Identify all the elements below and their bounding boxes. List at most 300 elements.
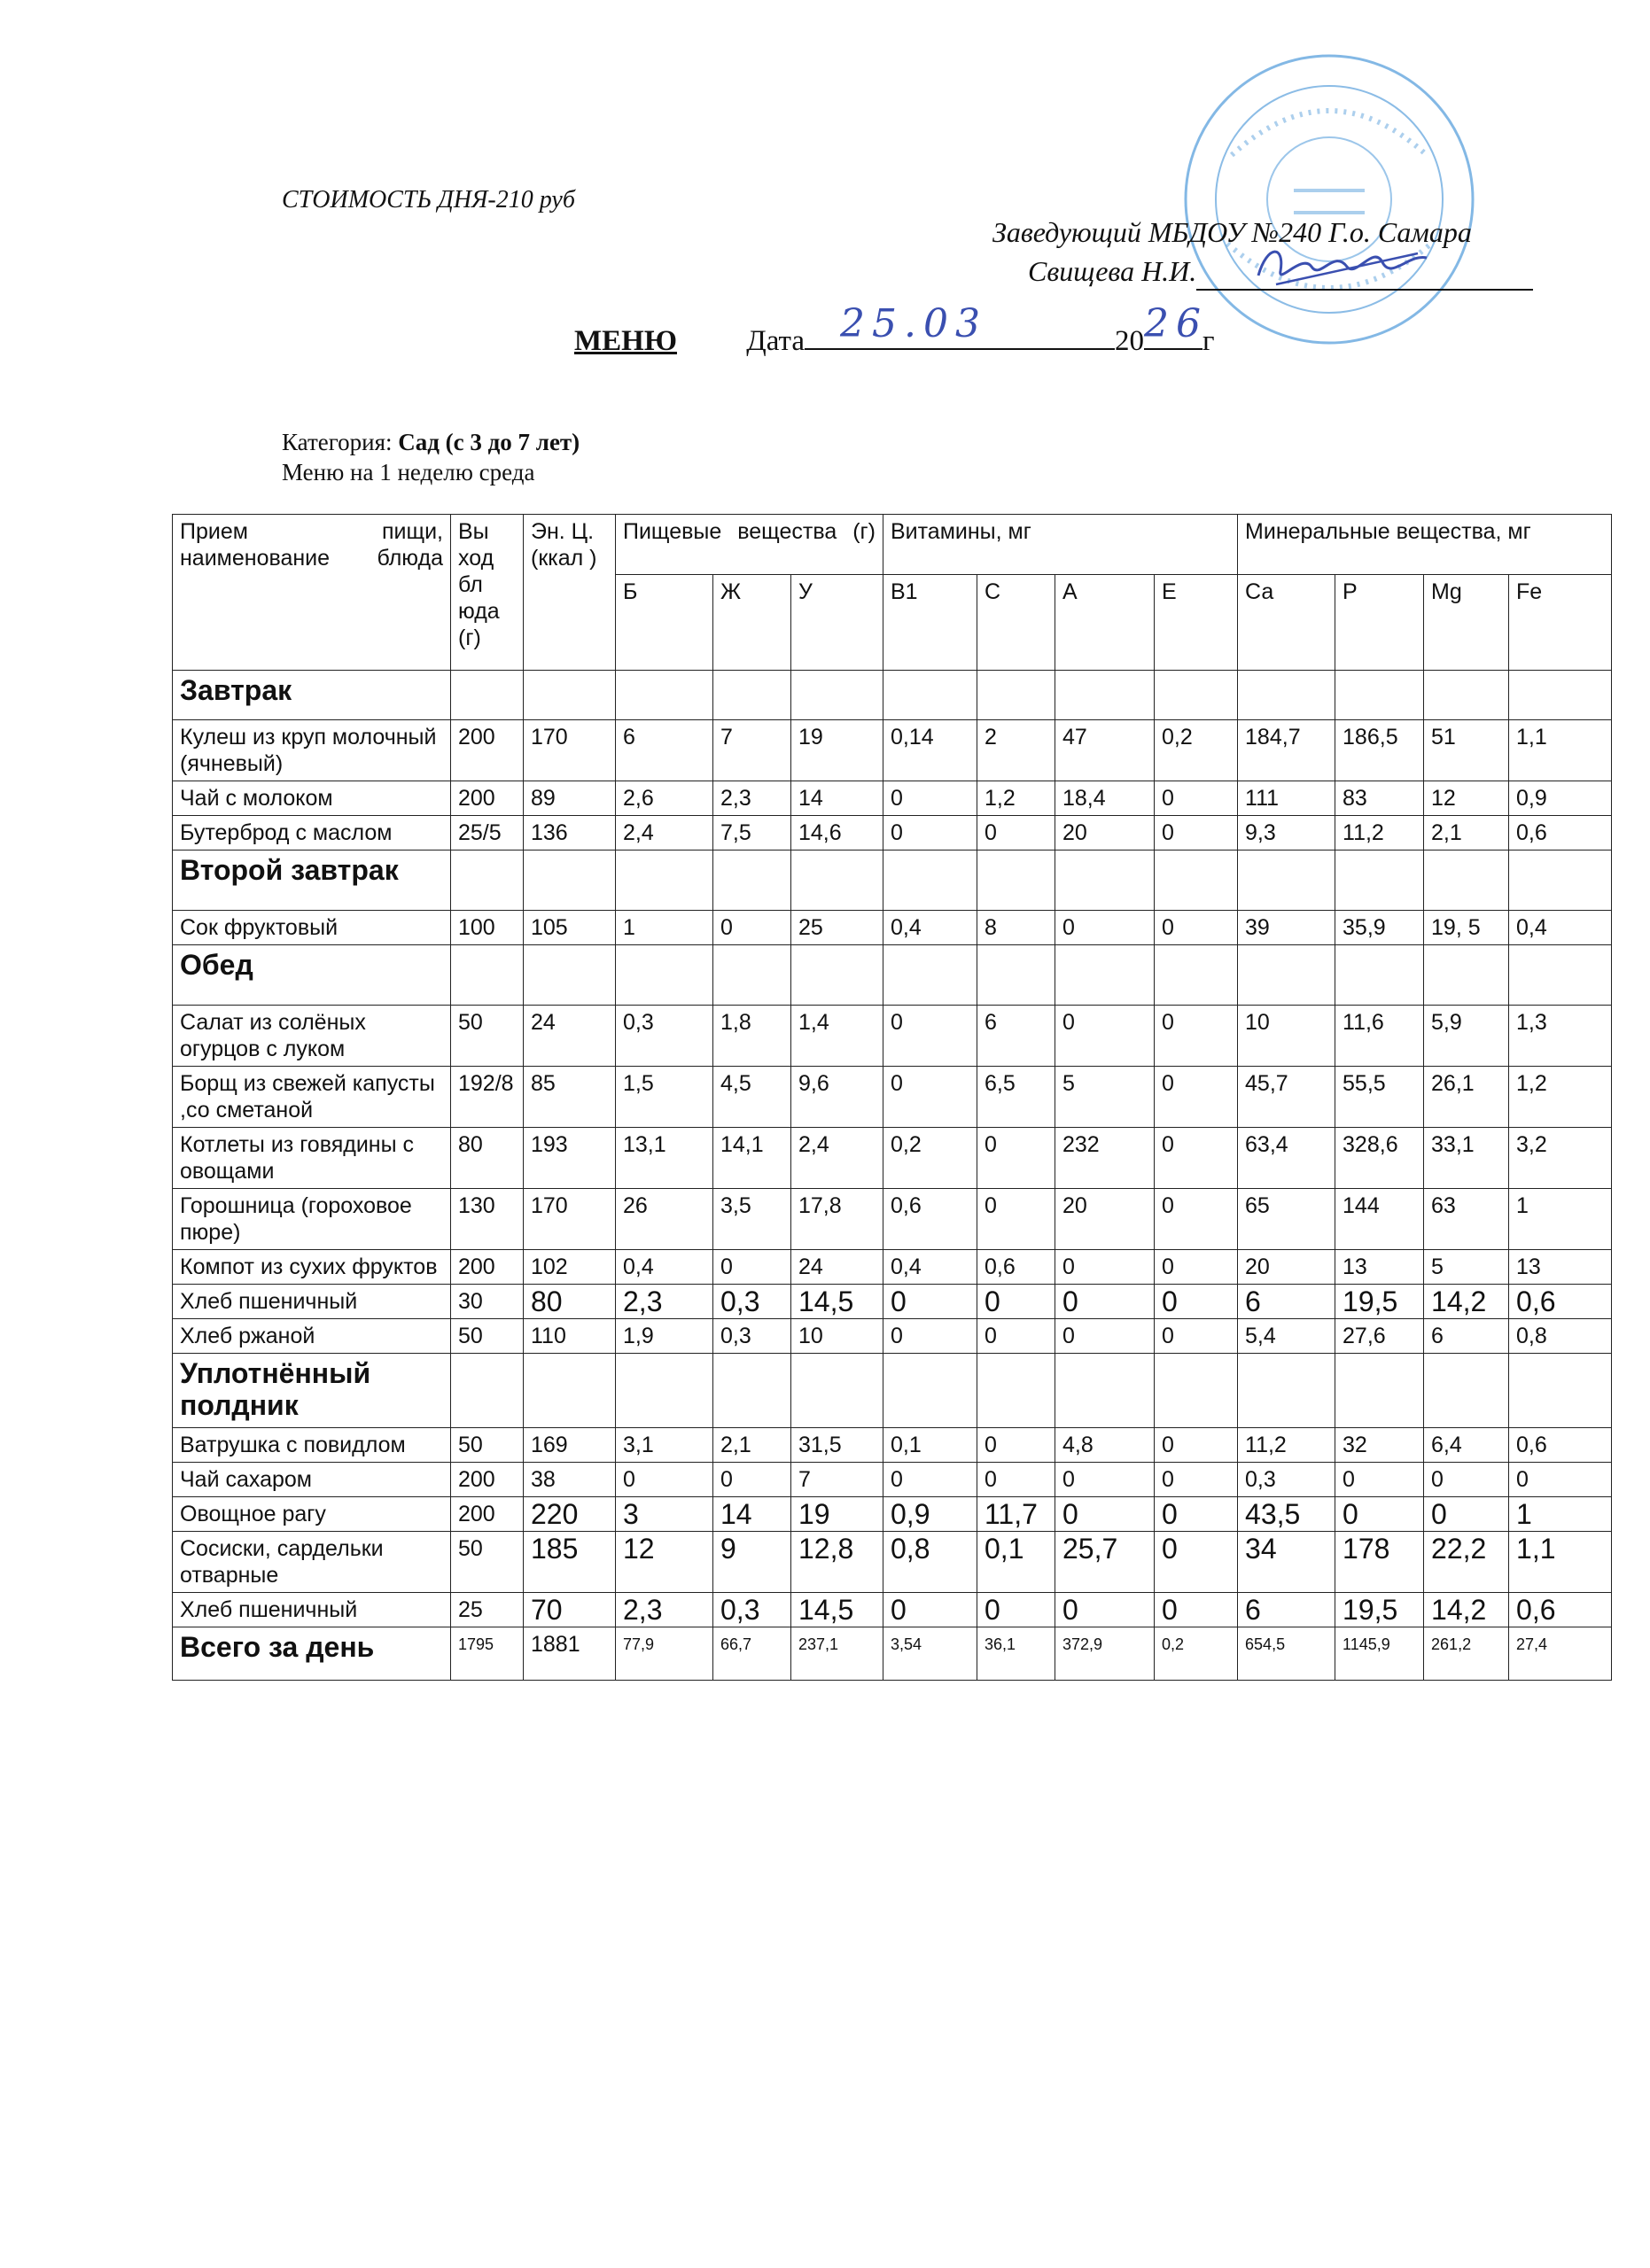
value-cell: 26,1 <box>1424 1067 1509 1128</box>
value-cell: 0 <box>1424 1497 1509 1532</box>
value-cell: 0 <box>1055 1593 1155 1627</box>
value-cell: 0 <box>1424 1463 1509 1497</box>
dish-name: Бутерброд с маслом <box>173 816 451 850</box>
value-cell: 11,2 <box>1335 816 1424 850</box>
dish-name: Сосиски, сардельки отварные <box>173 1532 451 1593</box>
value-cell: 0 <box>1155 1067 1238 1128</box>
dish-row <box>173 1497 1612 1532</box>
value-cell: 25/5 <box>451 816 524 850</box>
empty-cell <box>1509 1354 1612 1428</box>
total-value: 372,9 <box>1055 1627 1155 1681</box>
value-cell: 0,4 <box>883 1250 977 1285</box>
value-cell: 0 <box>1509 1463 1612 1497</box>
week-line: Меню на 1 неделю среда <box>282 459 535 485</box>
total-value: 36,1 <box>977 1627 1055 1681</box>
section-header-row <box>173 671 1612 720</box>
value-cell: 0 <box>1155 1285 1238 1319</box>
value-cell: 5,9 <box>1424 1006 1509 1067</box>
value-cell: 0,1 <box>977 1532 1055 1593</box>
sub-header-b: Б <box>616 575 713 671</box>
value-cell: 2,1 <box>1424 816 1509 850</box>
empty-cell <box>616 1354 713 1428</box>
dish-row <box>173 1319 1612 1354</box>
value-cell: 0 <box>977 1593 1055 1627</box>
value-cell: 14,2 <box>1424 1285 1509 1319</box>
value-cell: 47 <box>1055 720 1155 781</box>
value-cell: 6,5 <box>977 1067 1055 1128</box>
col-yield-header: Вы ход бл юда (г) <box>451 515 524 671</box>
value-cell: 39 <box>1238 911 1335 945</box>
value-cell: 14,5 <box>791 1593 883 1627</box>
value-cell: 38 <box>524 1463 616 1497</box>
value-cell: 9,6 <box>791 1067 883 1128</box>
value-cell: 110 <box>524 1319 616 1354</box>
value-cell: 14,5 <box>791 1285 883 1319</box>
value-cell: 2,3 <box>713 781 791 816</box>
value-cell: 130 <box>451 1189 524 1250</box>
year-prefix: 20 <box>1115 325 1145 357</box>
value-cell: 0 <box>1155 1319 1238 1354</box>
value-cell: 6 <box>616 720 713 781</box>
value-cell: 0,9 <box>883 1497 977 1532</box>
value-cell: 328,6 <box>1335 1128 1424 1189</box>
dish-row <box>173 1285 1612 1319</box>
value-cell: 1 <box>1509 1497 1612 1532</box>
value-cell: 63 <box>1424 1189 1509 1250</box>
empty-cell <box>1238 671 1335 720</box>
value-cell: 7,5 <box>713 816 791 850</box>
value-cell: 14,1 <box>713 1128 791 1189</box>
value-cell: 0 <box>883 1006 977 1067</box>
section-title: Обед <box>173 945 451 1006</box>
signature-mark <box>1249 236 1444 298</box>
empty-cell <box>883 945 977 1006</box>
value-cell: 200 <box>451 1463 524 1497</box>
value-cell: 220 <box>524 1497 616 1532</box>
value-cell: 1,8 <box>713 1006 791 1067</box>
value-cell: 3 <box>616 1497 713 1532</box>
value-cell: 14,6 <box>791 816 883 850</box>
date-handwritten: 25.03 <box>840 301 987 346</box>
value-cell: 200 <box>451 781 524 816</box>
value-cell: 11,7 <box>977 1497 1055 1532</box>
empty-cell <box>1155 671 1238 720</box>
empty-cell <box>1238 850 1335 911</box>
year-handwritten: 26 <box>1144 301 1209 346</box>
approver-title: Заведующий МБДОУ №240 Г.о. Самара <box>992 216 1472 248</box>
empty-cell <box>616 671 713 720</box>
value-cell: 25 <box>791 911 883 945</box>
dish-row <box>173 1593 1612 1627</box>
empty-cell <box>1424 671 1509 720</box>
value-cell: 0,4 <box>616 1250 713 1285</box>
value-cell: 13 <box>1335 1250 1424 1285</box>
value-cell: 19,5 <box>1335 1285 1424 1319</box>
dish-name: Хлеб пшеничный <box>173 1285 451 1319</box>
value-cell: 19 <box>791 1497 883 1532</box>
value-cell: 186,5 <box>1335 720 1424 781</box>
value-cell: 50 <box>451 1319 524 1354</box>
empty-cell <box>451 945 524 1006</box>
total-value: 237,1 <box>791 1627 883 1681</box>
value-cell: 170 <box>524 1189 616 1250</box>
value-cell: 178 <box>1335 1532 1424 1593</box>
value-cell: 0,3 <box>1238 1463 1335 1497</box>
value-cell: 31,5 <box>791 1428 883 1463</box>
value-cell: 3,1 <box>616 1428 713 1463</box>
dish-row <box>173 1189 1612 1250</box>
value-cell: 33,1 <box>1424 1128 1509 1189</box>
value-cell: 111 <box>1238 781 1335 816</box>
section-header-row <box>173 945 1612 1006</box>
sub-header-u: У <box>791 575 883 671</box>
value-cell: 0 <box>1155 1428 1238 1463</box>
date-field <box>805 301 1115 350</box>
value-cell: 2,6 <box>616 781 713 816</box>
year-field <box>1144 301 1209 350</box>
value-cell: 20 <box>1238 1250 1335 1285</box>
value-cell: 136 <box>524 816 616 850</box>
value-cell: 0 <box>1155 1532 1238 1593</box>
empty-cell <box>791 1354 883 1428</box>
value-cell: 12 <box>616 1532 713 1593</box>
dish-name: Компот из сухих фруктов <box>173 1250 451 1285</box>
value-cell: 6 <box>1238 1285 1335 1319</box>
total-value: 1145,9 <box>1335 1627 1424 1681</box>
empty-cell <box>977 945 1055 1006</box>
day-cost: СТОИМОСТЬ ДНЯ-210 руб <box>282 186 575 214</box>
value-cell: 4,8 <box>1055 1428 1155 1463</box>
empty-cell <box>1424 850 1509 911</box>
col-dish-header: Прием пищи, наименование блюда <box>173 515 451 671</box>
total-value: 261,2 <box>1424 1627 1509 1681</box>
value-cell: 65 <box>1238 1189 1335 1250</box>
value-cell: 3,2 <box>1509 1128 1612 1189</box>
sub-header-fe: Fe <box>1509 575 1612 671</box>
empty-cell <box>1055 945 1155 1006</box>
value-cell: 0,6 <box>1509 1428 1612 1463</box>
value-cell: 0,6 <box>883 1189 977 1250</box>
col-energy-header: Эн. Ц. (ккал ) <box>524 515 616 671</box>
value-cell: 192/8 <box>451 1067 524 1128</box>
value-cell: 0 <box>1335 1463 1424 1497</box>
value-cell: 26 <box>616 1189 713 1250</box>
value-cell: 0 <box>883 1593 977 1627</box>
value-cell: 4,5 <box>713 1067 791 1128</box>
empty-cell <box>1055 850 1155 911</box>
value-cell: 0 <box>977 1319 1055 1354</box>
value-cell: 1 <box>616 911 713 945</box>
value-cell: 22,2 <box>1424 1532 1509 1593</box>
value-cell: 0 <box>1055 1463 1155 1497</box>
value-cell: 1,9 <box>616 1319 713 1354</box>
value-cell: 1 <box>1509 1189 1612 1250</box>
empty-cell <box>616 850 713 911</box>
value-cell: 0 <box>977 1428 1055 1463</box>
value-cell: 0 <box>616 1463 713 1497</box>
value-cell: 105 <box>524 911 616 945</box>
value-cell: 6 <box>1424 1319 1509 1354</box>
value-cell: 0 <box>1155 1250 1238 1285</box>
sub-header-a: А <box>1055 575 1155 671</box>
empty-cell <box>1335 850 1424 911</box>
value-cell: 83 <box>1335 781 1424 816</box>
empty-cell <box>616 945 713 1006</box>
dish-name: Борщ из свежей капусты ,со сметаной <box>173 1067 451 1128</box>
value-cell: 35,9 <box>1335 911 1424 945</box>
value-cell: 63,4 <box>1238 1128 1335 1189</box>
value-cell: 170 <box>524 720 616 781</box>
value-cell: 0 <box>1055 1319 1155 1354</box>
empty-cell <box>524 945 616 1006</box>
value-cell: 2,3 <box>616 1593 713 1627</box>
value-cell: 32 <box>1335 1428 1424 1463</box>
value-cell: 30 <box>451 1285 524 1319</box>
menu-title: МЕНЮ <box>574 325 677 357</box>
approval-block <box>930 213 1533 291</box>
value-cell: 2,4 <box>791 1128 883 1189</box>
dish-row <box>173 1532 1612 1593</box>
empty-cell <box>524 850 616 911</box>
value-cell: 2,1 <box>713 1428 791 1463</box>
date-label: Дата <box>746 325 806 357</box>
empty-cell <box>1424 1354 1509 1428</box>
value-cell: 2,3 <box>616 1285 713 1319</box>
value-cell: 0 <box>1055 1250 1155 1285</box>
sub-header-b1: B1 <box>883 575 977 671</box>
empty-cell <box>1155 850 1238 911</box>
empty-cell <box>883 850 977 911</box>
empty-cell <box>791 850 883 911</box>
value-cell: 80 <box>524 1285 616 1319</box>
empty-cell <box>1055 671 1155 720</box>
value-cell: 50 <box>451 1532 524 1593</box>
approver-name: Свищева Н.И. <box>1028 255 1197 287</box>
section-title: Уплотнённый полдник <box>173 1354 451 1428</box>
value-cell: 13 <box>1509 1250 1612 1285</box>
dish-row <box>173 911 1612 945</box>
value-cell: 0 <box>883 1285 977 1319</box>
value-cell: 0 <box>1155 781 1238 816</box>
value-cell: 3,5 <box>713 1189 791 1250</box>
value-cell: 1,3 <box>1509 1006 1612 1067</box>
value-cell: 7 <box>791 1463 883 1497</box>
dish-row <box>173 781 1612 816</box>
value-cell: 20 <box>1055 816 1155 850</box>
value-cell: 0,6 <box>977 1250 1055 1285</box>
value-cell: 24 <box>791 1250 883 1285</box>
value-cell: 0 <box>1155 1128 1238 1189</box>
empty-cell <box>524 671 616 720</box>
total-value: 27,4 <box>1509 1627 1612 1681</box>
value-cell: 2 <box>977 720 1055 781</box>
empty-cell <box>977 671 1055 720</box>
value-cell: 50 <box>451 1428 524 1463</box>
total-value: 66,7 <box>713 1627 791 1681</box>
dish-row <box>173 1463 1612 1497</box>
value-cell: 70 <box>524 1593 616 1627</box>
value-cell: 0 <box>713 1250 791 1285</box>
value-cell: 45,7 <box>1238 1067 1335 1128</box>
empty-cell <box>1509 850 1612 911</box>
empty-cell <box>791 671 883 720</box>
total-value: 77,9 <box>616 1627 713 1681</box>
empty-cell <box>1424 945 1509 1006</box>
value-cell: 0,6 <box>1509 1593 1612 1627</box>
value-cell: 0 <box>1155 1463 1238 1497</box>
total-value: 1881 <box>524 1627 616 1681</box>
value-cell: 0 <box>713 911 791 945</box>
value-cell: 10 <box>1238 1006 1335 1067</box>
value-cell: 0,3 <box>616 1006 713 1067</box>
sub-header-mg: Mg <box>1424 575 1509 671</box>
value-cell: 0 <box>1155 911 1238 945</box>
sub-header-e: Е <box>1155 575 1238 671</box>
value-cell: 0 <box>1055 1497 1155 1532</box>
empty-cell <box>1155 1354 1238 1428</box>
value-cell: 200 <box>451 1250 524 1285</box>
value-cell: 6 <box>977 1006 1055 1067</box>
empty-cell <box>713 945 791 1006</box>
value-cell: 193 <box>524 1128 616 1189</box>
empty-cell <box>1509 671 1612 720</box>
value-cell: 169 <box>524 1428 616 1463</box>
empty-cell <box>451 1354 524 1428</box>
category-label: Категория: <box>282 429 393 455</box>
dish-row <box>173 1250 1612 1285</box>
value-cell: 19 <box>791 720 883 781</box>
value-cell: 0,9 <box>1509 781 1612 816</box>
value-cell: 0 <box>1155 1497 1238 1532</box>
value-cell: 20 <box>1055 1189 1155 1250</box>
value-cell: 14 <box>791 781 883 816</box>
empty-cell <box>1335 945 1424 1006</box>
value-cell: 0,6 <box>1509 1285 1612 1319</box>
approver-name-line <box>1028 252 1533 291</box>
empty-cell <box>977 1354 1055 1428</box>
total-row <box>173 1627 1612 1681</box>
dish-name: Чай с молоком <box>173 781 451 816</box>
value-cell: 0 <box>883 1319 977 1354</box>
value-cell: 0,2 <box>883 1128 977 1189</box>
col-vitamins-header: Витамины, мг <box>883 515 1238 575</box>
dish-name: Хлеб ржаной <box>173 1319 451 1354</box>
dish-row <box>173 816 1612 850</box>
value-cell: 6 <box>1238 1593 1335 1627</box>
value-cell: 9 <box>713 1532 791 1593</box>
value-cell: 0,4 <box>1509 911 1612 945</box>
value-cell: 0 <box>977 1189 1055 1250</box>
sub-header-p: Р <box>1335 575 1424 671</box>
value-cell: 85 <box>524 1067 616 1128</box>
value-cell: 43,5 <box>1238 1497 1335 1532</box>
menu-date-line <box>574 301 1215 358</box>
value-cell: 34 <box>1238 1532 1335 1593</box>
empty-cell <box>791 945 883 1006</box>
value-cell: 11,2 <box>1238 1428 1335 1463</box>
value-cell: 9,3 <box>1238 816 1335 850</box>
empty-cell <box>1335 671 1424 720</box>
value-cell: 0,8 <box>1509 1319 1612 1354</box>
category-value: Сад (с 3 до 7 лет) <box>398 429 580 455</box>
empty-cell <box>713 850 791 911</box>
value-cell: 8 <box>977 911 1055 945</box>
empty-cell <box>883 1354 977 1428</box>
empty-cell <box>1509 945 1612 1006</box>
value-cell: 0 <box>1155 1006 1238 1067</box>
empty-cell <box>524 1354 616 1428</box>
value-cell: 102 <box>524 1250 616 1285</box>
value-cell: 0 <box>1155 816 1238 850</box>
value-cell: 0 <box>1055 1006 1155 1067</box>
value-cell: 0,2 <box>1155 720 1238 781</box>
section-title: Второй завтрак <box>173 850 451 911</box>
value-cell: 232 <box>1055 1128 1155 1189</box>
value-cell: 0 <box>977 1128 1055 1189</box>
value-cell: 80 <box>451 1128 524 1189</box>
value-cell: 0 <box>1155 1189 1238 1250</box>
value-cell: 184,7 <box>1238 720 1335 781</box>
dish-row <box>173 1006 1612 1067</box>
menu-table <box>172 514 1612 1681</box>
year-suffix: г <box>1202 325 1215 357</box>
empty-cell <box>451 671 524 720</box>
value-cell: 2,4 <box>616 816 713 850</box>
value-cell: 0,1 <box>883 1428 977 1463</box>
total-value: 0,2 <box>1155 1627 1238 1681</box>
dish-name: Сок фруктовый <box>173 911 451 945</box>
value-cell: 14,2 <box>1424 1593 1509 1627</box>
empty-cell <box>1238 1354 1335 1428</box>
value-cell: 25,7 <box>1055 1532 1155 1593</box>
dish-name: Чай сахаром <box>173 1463 451 1497</box>
value-cell: 19, 5 <box>1424 911 1509 945</box>
total-value: 3,54 <box>883 1627 977 1681</box>
value-cell: 0,6 <box>1509 816 1612 850</box>
dish-name: Хлеб пшеничный <box>173 1593 451 1627</box>
value-cell: 0,8 <box>883 1532 977 1593</box>
empty-cell <box>1335 1354 1424 1428</box>
value-cell: 7 <box>713 720 791 781</box>
value-cell: 200 <box>451 720 524 781</box>
value-cell: 0 <box>1155 1593 1238 1627</box>
value-cell: 0,3 <box>713 1593 791 1627</box>
sub-header-ca: Са <box>1238 575 1335 671</box>
value-cell: 5 <box>1055 1067 1155 1128</box>
value-cell: 1,1 <box>1509 720 1612 781</box>
value-cell: 0 <box>883 1067 977 1128</box>
value-cell: 18,4 <box>1055 781 1155 816</box>
dish-row <box>173 1067 1612 1128</box>
value-cell: 12 <box>1424 781 1509 816</box>
value-cell: 144 <box>1335 1189 1424 1250</box>
value-cell: 0,3 <box>713 1319 791 1354</box>
value-cell: 0 <box>1055 1285 1155 1319</box>
value-cell: 185 <box>524 1532 616 1593</box>
value-cell: 1,2 <box>977 781 1055 816</box>
value-cell: 0 <box>977 816 1055 850</box>
value-cell: 1,2 <box>1509 1067 1612 1128</box>
value-cell: 24 <box>524 1006 616 1067</box>
value-cell: 0 <box>883 816 977 850</box>
value-cell: 13,1 <box>616 1128 713 1189</box>
value-cell: 51 <box>1424 720 1509 781</box>
category-block <box>282 427 580 487</box>
empty-cell <box>883 671 977 720</box>
value-cell: 14 <box>713 1497 791 1532</box>
value-cell: 55,5 <box>1335 1067 1424 1128</box>
dish-name: Салат из солёных огурцов с луком <box>173 1006 451 1067</box>
